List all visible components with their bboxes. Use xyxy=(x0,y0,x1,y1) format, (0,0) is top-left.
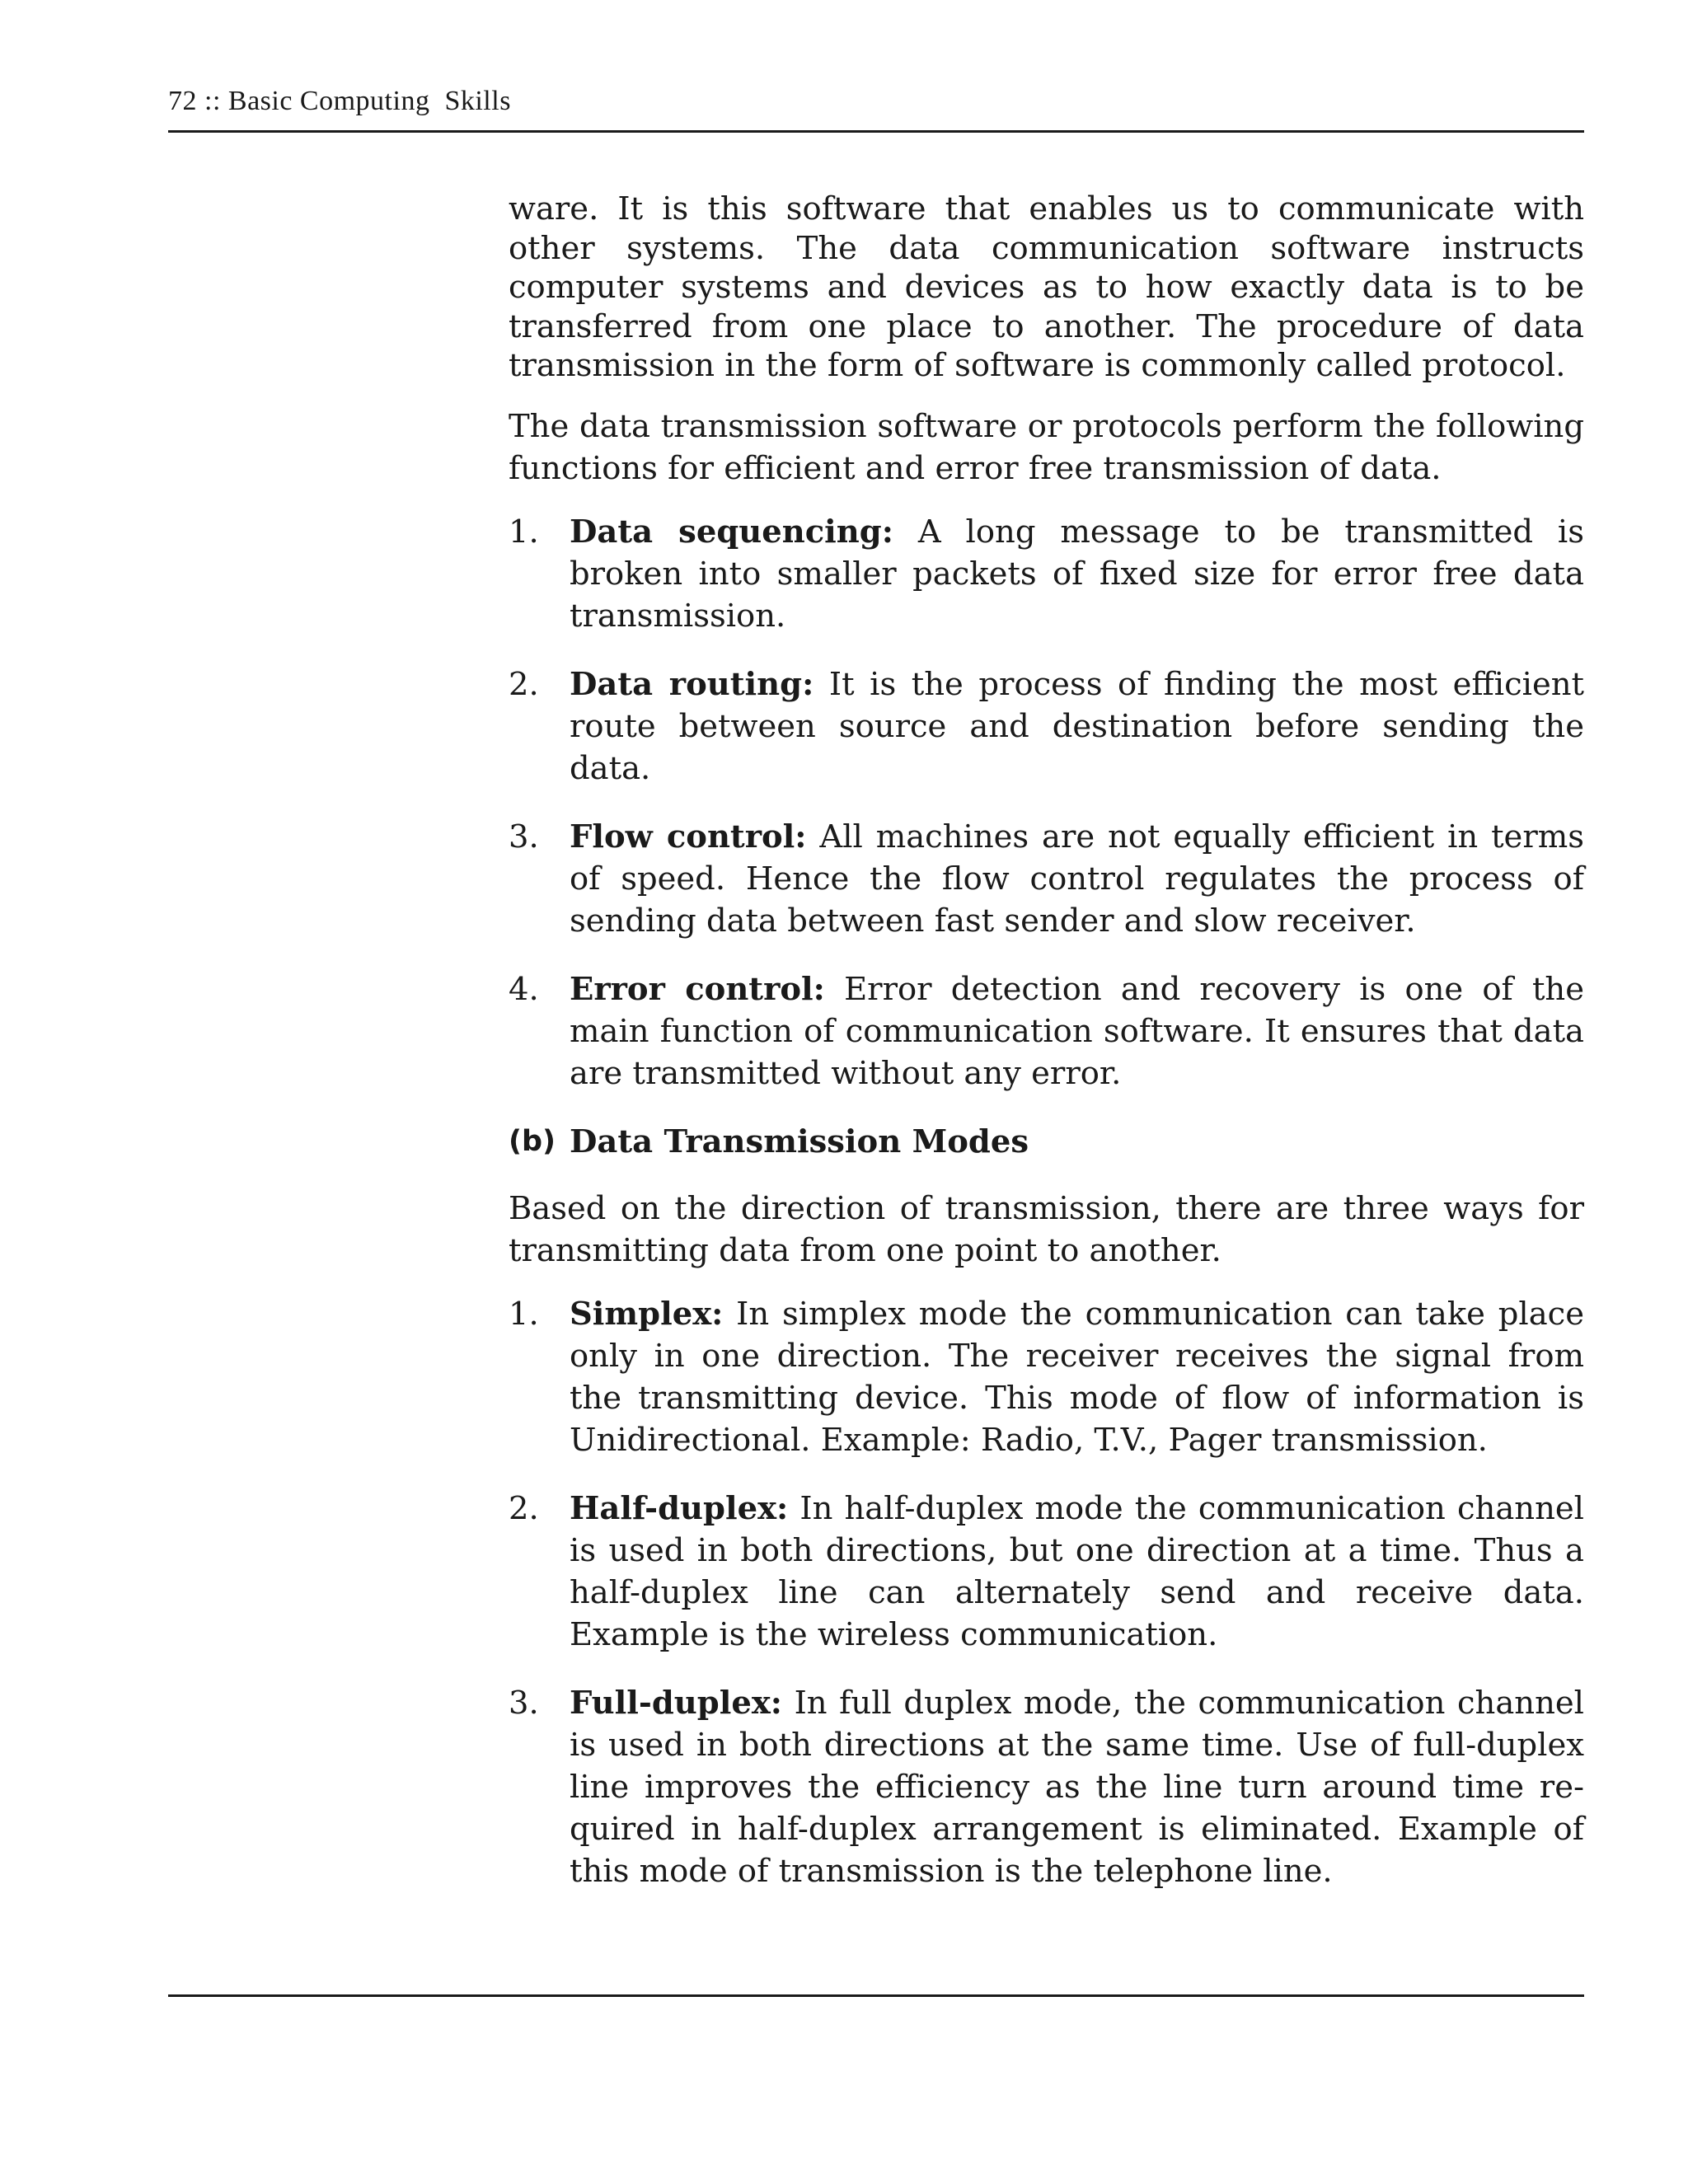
list-item xyxy=(509,511,1584,637)
item-number: 3. xyxy=(509,1684,539,1722)
item-term: Half-duplex: xyxy=(570,1489,789,1527)
page-body xyxy=(509,190,1584,1919)
item-body xyxy=(570,816,1584,942)
item-body xyxy=(570,1682,1584,1892)
item-text: All machines are not equally efficient in terms of speed. Hence the flow control regulates the process of sending data between fast sender and slow receiver. xyxy=(570,818,1584,940)
footer-rule xyxy=(168,1994,1584,1997)
item-term: Error control: xyxy=(570,970,825,1008)
item-term: Data sequencing: xyxy=(570,513,893,551)
item-term: Flow control: xyxy=(570,818,807,855)
section-label: (b) xyxy=(509,1124,556,1158)
list-item xyxy=(509,663,1584,790)
running-header: 72 :: Basic Computing Skills xyxy=(168,86,511,116)
item-number: 2. xyxy=(509,1489,539,1527)
protocol-functions-list xyxy=(509,511,1584,1094)
item-text: Error detection and recovery is one of the main function of communication software. It ensures that data are transmitted without any error. xyxy=(570,970,1584,1092)
item-body xyxy=(570,968,1584,1094)
section-title: Data Transmission Modes xyxy=(570,1122,1029,1160)
list-item xyxy=(509,816,1584,942)
modes-intro-paragraph: Based on the direction of transmission, there are three ways for transmitting data from one point to another. xyxy=(509,1189,1584,1269)
item-number: 2. xyxy=(509,665,539,703)
item-text: In full duplex mode, the communication channel is used in both directions at the same time. Use of full-duplex line improves the efficiency as the line turn around time required in half-duplex arrangement is eliminated. Example of this mode of transmission is the telephone line. xyxy=(570,1684,1584,1890)
list-item xyxy=(509,1682,1584,1892)
list-item xyxy=(509,968,1584,1094)
header-rule xyxy=(168,130,1584,133)
list-item xyxy=(509,1293,1584,1461)
item-body xyxy=(570,511,1584,637)
transmission-modes-list xyxy=(509,1293,1584,1892)
list-item xyxy=(509,1488,1584,1656)
item-term: Simplex: xyxy=(570,1295,724,1333)
item-text: A long message to be transmitted is broken into smaller packets of fixed size for error free data transmission. xyxy=(570,513,1584,635)
item-number: 1. xyxy=(509,513,539,551)
item-body xyxy=(570,1293,1584,1461)
item-text: In simplex mode the communication can take place only in one direction. The receiver receives the signal from the transmitting device. This mode of flow of information is Unidirectional. Example: Radio, T.V., Pager transmission. xyxy=(570,1295,1584,1459)
item-text: In half-duplex mode the communication channel is used in both directions, but one direction at a time. Thus a half-duplex line can alternately send and receive data. Example is the wireless communication. xyxy=(570,1489,1584,1653)
item-body xyxy=(570,663,1584,790)
continuation-paragraph: ware. It is this software that enables us to communicate with other systems. The data communication software instructs computer systems and devices as to how exactly data is to be transferred from one place to another. The procedure of data transmission in the form of software is commonly called protocol. xyxy=(509,190,1584,384)
item-number: 3. xyxy=(509,818,539,855)
item-term: Full-duplex: xyxy=(570,1684,782,1722)
item-number: 1. xyxy=(509,1295,539,1333)
functions-intro-paragraph: The data transmission software or protocols perform the following functions for efficient and error free transmission of data. xyxy=(509,407,1584,487)
item-term: Data routing: xyxy=(570,665,814,703)
section-heading xyxy=(509,1121,1584,1163)
item-number: 4. xyxy=(509,970,539,1008)
item-body xyxy=(570,1488,1584,1656)
item-text: It is the process of finding the most efficient route between source and destination before sending the data. xyxy=(570,665,1584,787)
